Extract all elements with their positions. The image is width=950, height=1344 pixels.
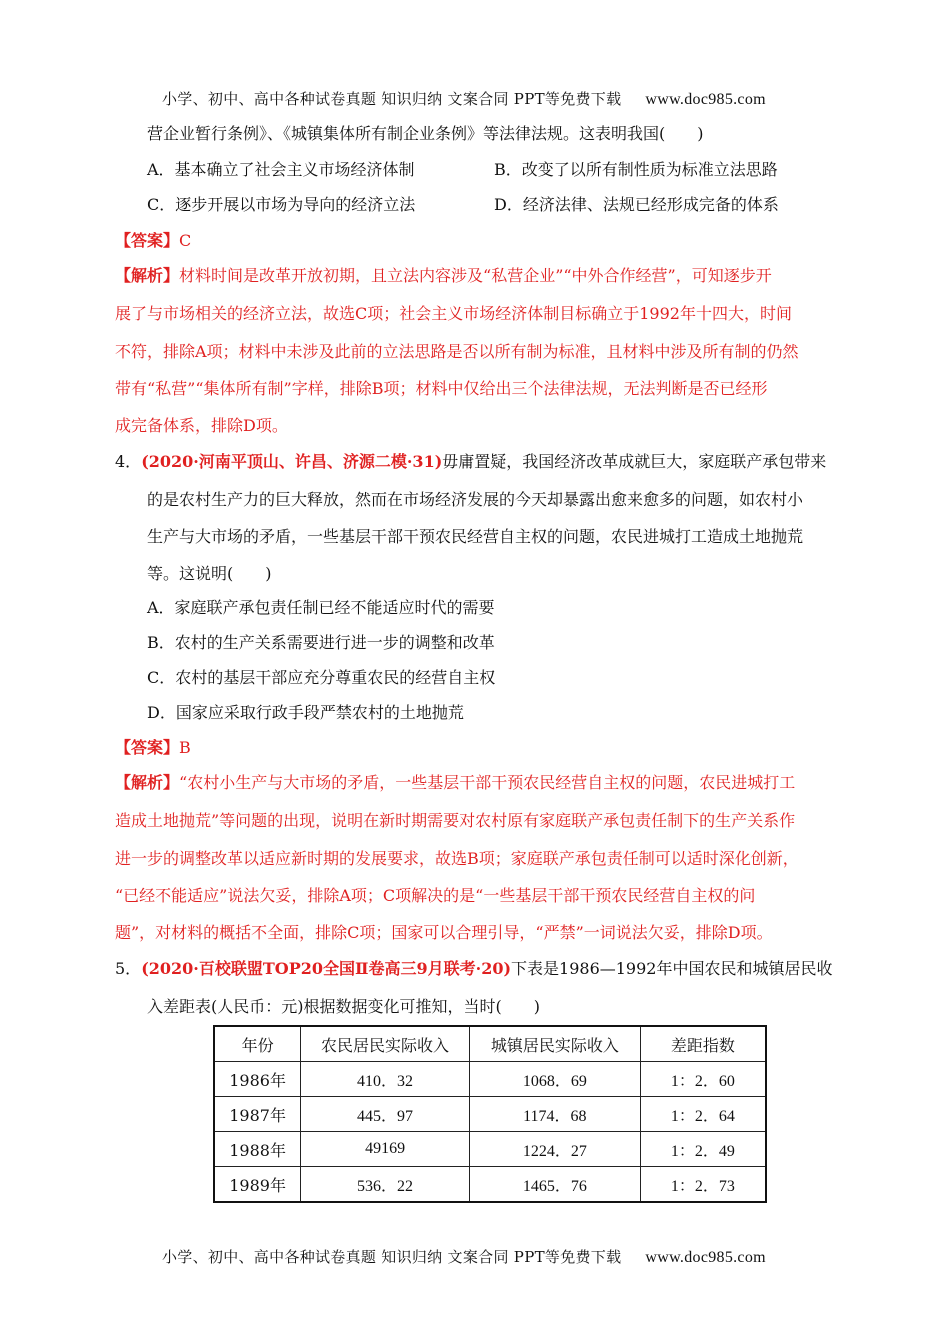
q4-answer: [115, 738, 191, 758]
q4-option-b: B．农村的生产关系需要进行进一步的调整和改革: [147, 633, 495, 652]
q3-answer-value: C: [179, 231, 192, 250]
table-row: [214, 1097, 766, 1132]
q4-stem-line-2: 的是农村生产力的巨大释放，然而在市场经济发展的今天却暴露出愈来愈多的问题，如农村小: [147, 490, 804, 509]
table-cell: 1：2．64: [640, 1097, 766, 1132]
income-table: [213, 1025, 767, 1203]
q3-answer-label: 【答案】: [115, 231, 180, 250]
q3-analysis-line-3: 不符，排除A项；材料中未涉及此前的立法思路是否以所有制为标准，且材料中涉及所有制的仍然: [115, 342, 799, 361]
footer-text: 小学、初中、高中各种试卷真题 知识归纳 文案合同 PPT等免费下载: [162, 1248, 622, 1266]
table-cell: 1174．68: [469, 1097, 640, 1132]
q3-analysis-line-4: 带有“私营”“集体所有制”字样，排除B项；材料中仅给出三个法律法规，无法判断是否已经形: [115, 379, 768, 398]
page-header: [162, 88, 766, 109]
q3-option-d: D．经济法律、法规已经形成完备的体系: [494, 195, 779, 214]
q4-stem-line-1: 4．(2020·河南平顶山、许昌、济源二模·31)毋庸置疑，我国经济改革成就巨大，家庭联产承包带来: [115, 452, 827, 471]
q4-stem-line-3: 生产与大市场的矛盾，一些基层干部干预农民经营自主权的问题，农民进城打工造成土地抛荒: [147, 527, 804, 546]
q5-number: 5．: [115, 959, 142, 978]
table-cell: 1986年: [214, 1062, 301, 1097]
q3-analysis-line-2: 展了与市场相关的经济立法，故选C项；社会主义市场经济体制目标确立于1992年十四大，时间: [115, 304, 792, 323]
q5-stem-line-1: 5．(2020·百校联盟TOP20全国Ⅱ卷高三9月联考·20)下表是1986—1992年中国农民和城镇居民收: [115, 959, 833, 978]
table-cell: 1465．76: [469, 1167, 640, 1203]
table-cell: 536．22: [301, 1167, 470, 1203]
table-cell: 1：2．73: [640, 1167, 766, 1203]
table-cell: 1：2．49: [640, 1132, 766, 1167]
q3-stem-tail: 营企业暂行条例》、《城镇集体所有制企业条例》等法律法规。这表明我国( ): [147, 124, 704, 143]
q4-option-c: C．农村的基层干部应充分尊重农民的经营自主权: [147, 668, 496, 687]
q4-analysis-line-3: 进一步的调整改革以适应新时期的发展要求，故选B项；家庭联产承包责任制可以适时深化创新，: [115, 849, 799, 868]
q4-option-d: D．国家应采取行政手段严禁农村的土地抛荒: [147, 703, 464, 722]
table-header-row: [214, 1026, 766, 1062]
table-header-rural: 农民居民实际收入: [301, 1026, 470, 1062]
q4-analysis-line-4: “已经不能适应”说法欠妥，排除A项；C项解决的是“一些基层干部干预农民经营自主权的问: [115, 886, 756, 905]
q4-analysis-line-2: 造成土地抛荒”等问题的出现，说明在新时期需要对农村原有家庭联产承包责任制下的生产关系作: [115, 811, 796, 830]
q5-stem-line-2: 入差距表(人民币：元)根据数据变化可推知，当时( ): [147, 997, 540, 1016]
table-cell: 410．32: [301, 1062, 470, 1097]
table-cell: 1987年: [214, 1097, 301, 1132]
q3-option-c: C．逐步开展以市场为导向的经济立法: [147, 195, 416, 214]
page-footer: [162, 1246, 766, 1267]
table-row: [214, 1062, 766, 1097]
q4-answer-label: 【答案】: [115, 738, 180, 757]
table-header-year: 年份: [214, 1026, 301, 1062]
q4-answer-value: B: [179, 738, 191, 757]
header-site-link[interactable]: www.doc985.com: [645, 91, 766, 108]
table-cell: 1989年: [214, 1167, 301, 1203]
table-cell: 1：2．60: [640, 1062, 766, 1097]
q3-answer: [115, 231, 191, 251]
table-cell: 1068．69: [469, 1062, 640, 1097]
q3-option-b: B．改变了以所有制性质为标准立法思路: [494, 160, 778, 179]
table-cell: 1988年: [214, 1132, 301, 1167]
q3-option-a: A．基本确立了社会主义市场经济体制: [147, 160, 415, 179]
q4-stem-line-4: 等。这说明( ): [147, 564, 272, 583]
q3-analysis-label: 【解析】: [115, 266, 180, 285]
q5-source: (2020·百校联盟TOP20全国Ⅱ卷高三9月联考·20): [141, 959, 512, 978]
table-header-gap: 差距指数: [640, 1026, 766, 1062]
q3-analysis-line-1: 【解析】材料时间是改革开放初期，且立法内容涉及“私营企业”“中外合作经营”，可知逐步开: [115, 266, 772, 285]
footer-site-link[interactable]: www.doc985.com: [645, 1249, 766, 1266]
header-text: 小学、初中、高中各种试卷真题 知识归纳 文案合同 PPT等免费下载: [162, 90, 622, 108]
q4-analysis-line-5: 题”，对材料的概括不全面，排除C项；国家可以合理引导，“严禁”一词说法欠妥，排除D项。: [115, 923, 773, 942]
q4-number: 4．: [115, 452, 142, 471]
q4-option-a: A．家庭联产承包责任制已经不能适应时代的需要: [147, 598, 495, 617]
table-row: [214, 1167, 766, 1203]
q4-source: (2020·河南平顶山、许昌、济源二模·31): [141, 452, 443, 471]
q4-analysis-label: 【解析】: [115, 773, 180, 792]
table-cell: 49169: [301, 1132, 470, 1167]
table-cell: 445．97: [301, 1097, 470, 1132]
table-header-urban: 城镇居民实际收入: [469, 1026, 640, 1062]
q3-analysis-line-5: 成完备体系，排除D项。: [115, 416, 288, 435]
table-cell: 1224．27: [469, 1132, 640, 1167]
table-row: [214, 1132, 766, 1167]
q4-analysis-line-1: 【解析】“农村小生产与大市场的矛盾，一些基层干部干预农民经营自主权的问题，农民进城打工: [115, 773, 796, 792]
